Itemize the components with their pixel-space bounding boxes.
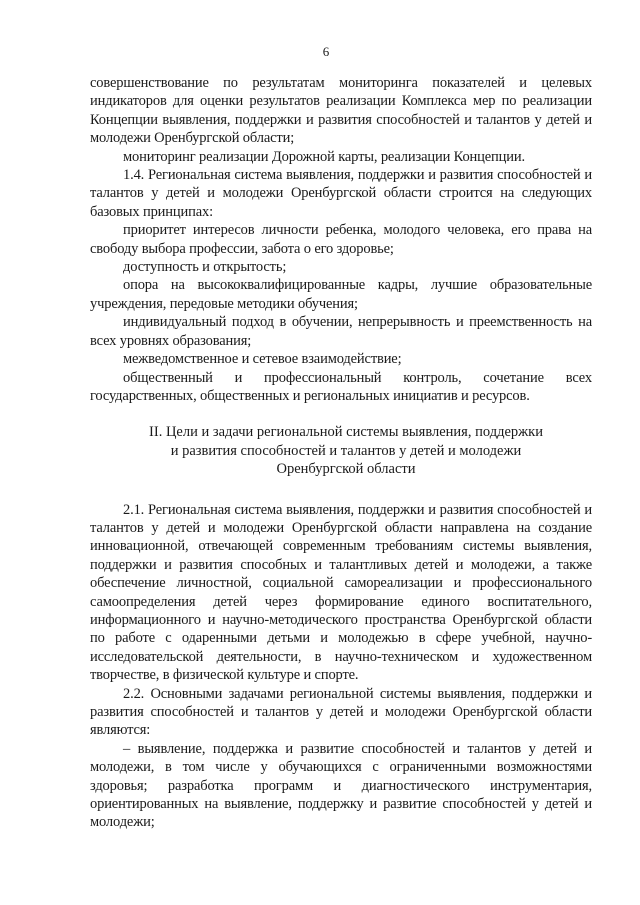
task-item: – выявление, поддержка и развитие способностей и талантов у детей и молодежи, в том числе у обучающихся с ограниченными возможностями здоровья; разработка программ и диагностического инструментария, ориентированных на выявление, поддержку и развитие способностей у детей и молодежи; (90, 740, 592, 831)
intro-block (90, 74, 592, 405)
paragraph-1-4: 1.4. Региональная система выявления, поддержки и развития способностей и талантов у детей и молодежи Оренбургской области строится на следующих базовых принципах: (90, 167, 592, 220)
section-heading-line: Оренбургской области (276, 461, 416, 478)
section-body (90, 501, 592, 832)
principle-interagency: межведомственное и сетевое взаимодействие; (123, 351, 402, 368)
principle-accessibility: доступность и открытость; (123, 259, 287, 276)
section-heading (90, 423, 592, 478)
principle-priority: приоритет интересов личности ребенка, молодого человека, его права на свободу выбора профессии, забота о его здоровье; (90, 222, 592, 257)
principle-control: общественный и профессиональный контроль, сочетание всех государственных, общественных и региональных инициатив и ресурсов. (90, 369, 592, 404)
paragraph-monitoring: мониторинг реализации Дорожной карты, реализации Концепции. (123, 148, 525, 165)
principle-staff: опора на высококвалифицированные кадры, лучшие образовательные учреждения, передовые методики обучения; (90, 277, 592, 312)
paragraph-2-2: 2.2. Основными задачами региональной системы выявления, поддержки и развития способностей и талантов у детей и молодежи Оренбургской области являются: (90, 685, 592, 739)
paragraph-2-1: 2.1. Региональная система выявления, поддержки и развития способностей и талантов у детей и молодежи Оренбургской области направлена на создание инновационной, отвечающей современным требованиям системы выявления, поддержки и развития способных и талантливых детей и молодежи, а также обеспечение личностной, социальной самореализации и профессионального самоопределения детей через формирование единого воспитательного, информационного и научно-методического пространства Оренбургской области по работе с одаренными детьми и молодежью в сфере учебной, научно-исследовательской деятельности, в научно-техническом и художественном творчестве, в физической культуре и спорте. (90, 501, 592, 684)
section-heading-line: II. Цели и задачи региональной системы выявления, поддержки (149, 424, 543, 441)
page-number: 6 (322, 44, 330, 59)
principle-individual: индивидуальный подход в обучении, непрерывность и преемственность на всех уровнях образования; (90, 314, 592, 349)
section-heading-line: и развития способностей и талантов у детей и молодежи (170, 442, 522, 459)
paragraph-improvement: совершенствование по результатам мониторинга показателей и целевых индикаторов для оценки результатов реализации Комплекса мер по реализации Концепции выявления, поддержки и развития способностей и талантов у детей и молодежи Оренбургской области; (90, 75, 592, 147)
